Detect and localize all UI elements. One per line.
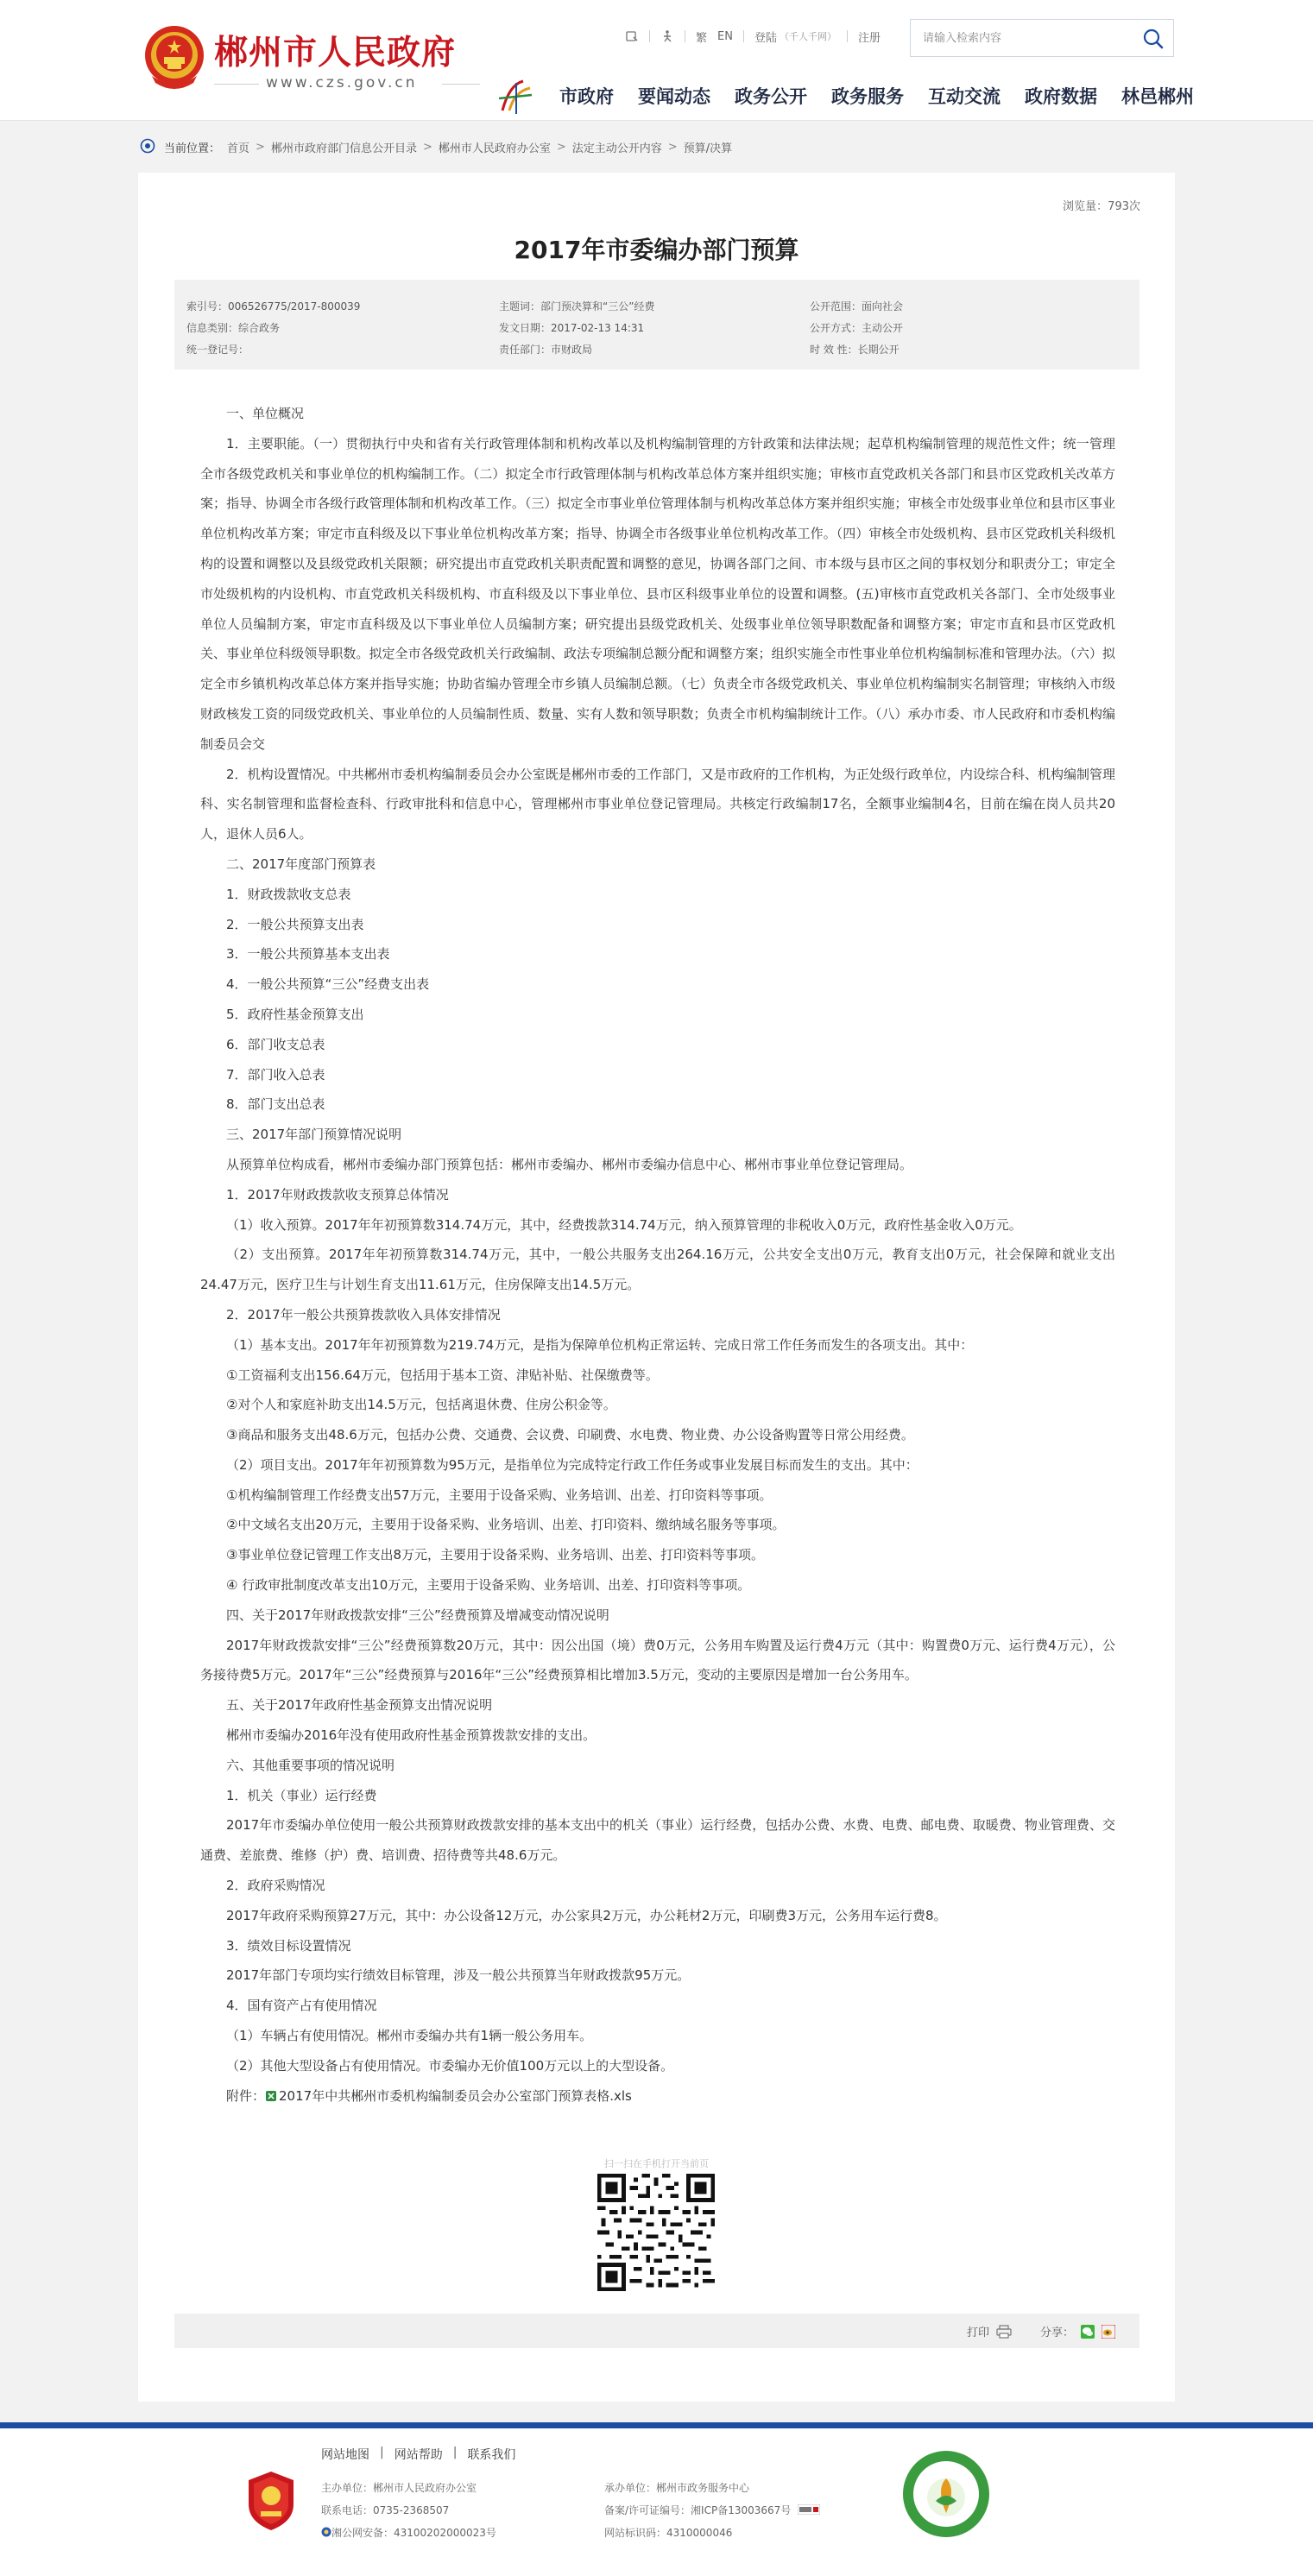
breadcrumb-separator: > [667,140,678,154]
breadcrumb-item-home[interactable]: 首页 [227,142,250,155]
utility-bar [625,27,891,46]
nav-decoration-icon [497,76,535,116]
weibo-share-icon[interactable] [1102,2325,1115,2339]
breadcrumb-separator: > [256,140,265,154]
share-group [1040,2323,1115,2339]
wechat-share-icon[interactable] [1081,2325,1095,2339]
login-note: （千人千网） [779,31,836,42]
site-footer [0,2428,1313,2576]
nav-item-city-government[interactable]: 市政府 [559,86,614,107]
location-pin-icon [140,138,155,155]
accessibility-button[interactable] [660,29,674,43]
english-link[interactable]: EN [717,29,733,43]
printer-icon [996,2325,1012,2339]
breadcrumb [140,135,732,159]
login-label: 登陆 [754,31,777,45]
breadcrumb-separator: > [422,140,432,154]
footer-undertaker: 承办单位：郴州市政务服务中心 [604,2482,750,2494]
footer-icp[interactable] [604,2499,820,2522]
qr-caption: 扫一扫在手机打开当前页 [604,2158,709,2169]
traditional-chinese-link[interactable]: 繁 [696,31,708,45]
list-item: 5．政府性基金预算支出 [226,1006,364,1022]
share-label: 分享： [1039,2327,1074,2339]
body-paragraph: （1）收入预算。2017年年初预算数314.74万元，其中，经费拨款314.74万元，纳入预算管理的非税收入0万元，政府性基金收入0万元。 [226,1216,1022,1233]
article-toolbar [174,2314,1139,2348]
nav-item-data[interactable]: 政府数据 [1025,86,1097,107]
meta-index-no: 索引号：006526775/2017-800039 [186,300,361,313]
body-paragraph: 2017年政府采购预算27万元，其中：办公设备12万元，办公家具2万元，办公耗材2万元，印刷费3万元，公务用车运行费8。 [226,1907,947,1923]
article-card [138,173,1175,2402]
body-paragraph: 2．机构设置情况。中共郴州市委机构编制委员会办公室既是郴州市委的工作部门，又是市政府的工作机构，为正处级行政单位，内设综合科、机构编制管理科、实名制管理和监督检查科、行政审批科和信息中心，管理郴州市事业单位登记管理局。共核定行政编制17名，全额事业编制4名，目前在编在岗人员共20人，退休人员6人。 [200,766,1115,843]
site-header [0,0,1313,121]
breadcrumb-item-statutory[interactable]: 法定主动公开内容 [571,142,662,155]
attachment-label: 附件： [226,2087,266,2104]
section-heading: 四、关于2017年财政拨款安排“三公”经费预算及增减变动情况说明 [226,1607,609,1623]
footer-link-sitemap[interactable]: 网站地图 [321,2448,369,2462]
meta-subject: 主题词：部门预决算和“三公”经费 [499,300,655,313]
body-paragraph: 郴州市委编办2016年没有使用政府性基金预算拨款安排的支出。 [226,1727,597,1744]
meta-method: 公开方式：主动公开 [810,322,904,334]
body-paragraph: ④ 行政审批制度改革支出10万元，主要用于设备采购、业务培训、出差、打印资料等事项。 [226,1577,751,1594]
list-item: 7．部门收入总表 [226,1066,325,1083]
utility-divider [743,30,744,42]
cnzz-badge-icon [798,2504,820,2515]
main-nav [559,83,1218,109]
national-emblem-icon [143,22,205,90]
breadcrumb-item-budget[interactable]: 预算/决算 [683,142,733,155]
breadcrumb-label: 当前位置： [164,142,221,155]
register-link[interactable]: 注册 [857,31,881,45]
meta-doc-no: 统一登记号： [186,344,249,356]
body-paragraph: （1）基本支出。2017年年初预算数为219.74万元，是指为保障单位机构正常运转、完成日常工作任务而发生的各项支出。其中： [226,1336,974,1353]
body-paragraph: 4．国有资产占有使用情况 [226,1998,377,2014]
body-paragraph: 2017年部门专项均实行绩效目标管理，涉及一般公共预算当年财政拨款95万元。 [226,1967,691,1984]
footer-police-text: 湘公网安备：43100202000023号 [331,2527,496,2539]
body-paragraph: 1．2017年财政拨款收支预算总体情况 [226,1186,449,1203]
body-paragraph: ③商品和服务支出48.6万元，包括办公费、交通费、会议费、印刷费、水电费、物业费、办公设备购置等日常公用经费。 [226,1427,914,1443]
article-meta [174,280,1139,369]
attachment-line [200,2081,1115,2112]
nav-item-services[interactable]: 政务服务 [831,86,904,107]
list-item: 3．一般公共预算基本支出表 [226,946,390,963]
reading-mode-icon [625,29,639,43]
login-link[interactable] [754,28,836,45]
qr-code-icon [597,2174,715,2291]
site-domain: www.czs.gov.cn [266,74,418,92]
body-paragraph: ③事业单位登记管理工作支出8万元，主要用于设备采购、业务培训、出差、打印资料等事项。 [226,1547,764,1563]
nav-item-interaction[interactable]: 互动交流 [928,86,1001,107]
footer-link-divider: | [452,2446,458,2459]
breadcrumb-separator: > [556,140,566,154]
meta-validity: 时 效 性：长期公开 [810,344,900,356]
meta-dept: 责任部门：市财政局 [499,344,593,356]
site-title: 郴州市人民政府 [214,33,457,73]
utility-divider [847,30,848,42]
footer-link-divider: | [380,2446,384,2459]
view-count: 浏览量：793次 [1063,200,1140,213]
meta-category: 信息类别：综合政务 [186,322,281,334]
footer-site-code: 网站标识码：4310000046 [604,2527,733,2539]
body-paragraph: 1．机关（事业）运行经费 [226,1787,377,1803]
meta-row [186,317,1139,338]
website-verification-badge-icon[interactable] [901,2449,991,2539]
accessibility-icon [660,29,674,43]
section-heading: 五、关于2017年政府性基金预算支出情况说明 [226,1697,493,1714]
nav-item-news[interactable]: 要闻动态 [638,86,710,107]
footer-icp-text: 备案/许可证编号：湘ICP备13003667号 [604,2504,792,2516]
body-paragraph: 2017年市委编办单位使用一般公共预算财政拨款安排的基本支出中的机关（事业）运行经费，包括办公费、水费、电费、邮电费、取暖费、物业管理费、交通费、差旅费、维修（护）费、培训费、招待费等共48.6万元。 [200,1817,1115,1864]
footer-accent-bar [0,2422,1313,2428]
footer-info-right [604,2477,820,2544]
section-heading: 三、2017年部门预算情况说明 [226,1127,402,1143]
footer-link-contact[interactable]: 联系我们 [467,2448,516,2462]
reading-mode-button[interactable] [625,29,639,43]
section-heading: 六、其他重要事项的情况说明 [226,1757,395,1773]
attachment-link[interactable]: 2017年中共郴州市委机构编制委员会办公室部门预算表格.xls [279,2087,632,2104]
search-box [910,19,1174,57]
body-paragraph: （2）其他大型设备占有使用情况。市委编办无价值100万元以上的大型设备。 [226,2057,674,2074]
list-item: 2．一般公共预算支出表 [226,916,364,932]
body-paragraph: ①工资福利支出156.64万元，包括用于基本工资、津贴补贴、社保缴费等。 [226,1367,659,1383]
article-body [200,399,1115,2111]
body-paragraph: 2．政府采购情况 [226,1878,325,1894]
nav-item-linyi-chenzhou[interactable]: 林邑郴州 [1121,86,1194,107]
footer-info-left [321,2477,496,2544]
police-badge-icon [321,2527,331,2537]
footer-links [321,2446,515,2463]
print-label: 打印 [966,2327,989,2339]
body-paragraph: （2）项目支出。2017年年初预算数为95万元，是指单位为完成特定行政工作任务或事业发展目标而发生的支出。其中： [226,1456,918,1473]
body-paragraph: ①机构编制管理工作经费支出57万元，主要用于设备采购、业务培训、出差、打印资料等事项。 [226,1487,773,1503]
excel-file-icon [265,2090,277,2102]
list-item: 8．部门支出总表 [226,1096,325,1113]
title-divider-left [214,84,259,85]
nav-item-public-affairs[interactable]: 政务公开 [735,86,807,107]
list-item: 4．一般公共预算“三公”经费支出表 [226,976,430,993]
meta-row [186,295,1139,317]
meta-date: 发文日期：2017-02-13 14:31 [499,322,645,334]
meta-row [186,338,1139,360]
body-paragraph: （2）支出预算。2017年年初预算数314.74万元，其中，一般公共服务支出264.16万元，公共安全支出0万元，教育支出0万元，社会保障和就业支出24.47万元，医疗卫生与计划生育支出11.61万元，住房保障支出14.5万元。 [200,1247,1115,1293]
search-icon[interactable] [1142,28,1165,50]
body-paragraph: ②中文域名支出20万元，主要用于设备采购、业务培训、出差、打印资料、缴纳域名服务等事项。 [226,1517,786,1533]
body-paragraph: 3．绩效目标设置情况 [226,1937,351,1954]
breadcrumb-item-directory[interactable]: 郴州市政府部门信息公开目录 [270,142,417,155]
search-input[interactable] [923,28,1130,47]
body-paragraph: 1．主要职能。（一）贯彻执行中央和省有关行政管理体制和机构改革以及机构编制管理的方针政策和法律法规；起草机构编制管理的规范性文件；统一管理全市各级党政机关和事业单位的机构编制工作。（二）拟定全市行政管理体制与机构改革总体方案并组织实施；审核市直党政机关各部门和县市区党政机关改革方案；指导、协调全市各级行政管理体制和机构改革工作。（三）拟定全市事业单位管理体制与机构改革总体方案并组织实施；审核全市处级事业单位和县市区事业单位机构改革方案；审定市直科级及以下事业单位机构改革方案；指导、协调全市各级事业单位机构改革工作。（四）审核全市处级机构、县市区党政机关科级机构的设置和调整以及县级党政机关限额；研究提出市直党政机关职责配置和调整的意见，协调各部门之间、市本级与县市区之间的事权划分和职责分工；审定全市处级机构的内设机构、市直党政机关科级机构、市直科级及以下事业单位、县市区科级事业单位的设置和调整。(五)审核市直党政机关各部门、全市处级事业单位人员编制方案，审定市直科级及以下事业单位人员编制方案；研究提出县级党政机关、处级事业单位领导职数配备和调整方案；审定市直和县市区党政机关、事业单位科级领导职数。拟定全市各级党政机关行政编制、政法专项编制总额分配和调整方案；组织实施全市性事业单位机构编制标准和管理办法。（六）拟定全市乡镇机构改革总体方案并指导实施；协助省编办管理全市乡镇人员编制总额。（七）负责全市各级党政机关、事业单位机构编制实名制管理；审核纳入市级财政核发工资的同级党政机关、事业单位的人员编制性质、数量、实有人数和领导职数；负责全市机构编制统计工作。（八）承办市委、市人民政府和市委机构编制委员会交 [200,435,1115,752]
section-heading: 一、单位概况 [226,406,305,421]
list-item: 1．财政拨款收支总表 [226,886,351,902]
body-paragraph: ②对个人和家庭补助支出14.5万元，包括离退休费、住房公积金等。 [226,1397,616,1413]
page-title: 2017年市委编办部门预算 [514,236,799,264]
body-paragraph: （1）车辆占有使用情况。郴州市委编办共有1辆一般公务用车。 [226,2028,593,2044]
footer-phone: 联系电话：0735-2368507 [321,2504,450,2516]
party-government-badge-icon[interactable] [245,2470,297,2532]
body-paragraph: 从预算单位构成看，郴州市委编办部门预算包括：郴州市委编办、郴州市委编办信息中心、郴州市事业单位登记管理局。 [226,1156,913,1172]
print-button[interactable] [967,2323,1012,2339]
footer-link-help[interactable]: 网站帮助 [394,2448,443,2462]
meta-scope: 公开范围：面向社会 [810,300,904,313]
body-paragraph: 2017年财政拨款安排“三公”经费预算数20万元，其中：因公出国（境）费0万元，公务用车购置及运行费4万元（其中：购置费0万元、运行费4万元），公务接待费5万元。2017年“三公”经费预算与2016年“三公”经费预算相比增加3.5万元，变动的主要原因是增加一台公务用车。 [200,1637,1115,1683]
utility-divider [649,30,650,42]
site-logo[interactable] [143,22,489,100]
section-heading: 二、2017年度部门预算表 [226,856,376,872]
title-divider-right [442,84,480,85]
list-item: 6．部门收支总表 [226,1036,325,1052]
footer-host: 主办单位：郴州市人民政府办公室 [321,2482,477,2494]
footer-police-record[interactable] [321,2522,496,2544]
breadcrumb-item-office[interactable]: 郴州市人民政府办公室 [438,142,551,155]
body-paragraph: 2．2017年一般公共预算拨款收入具体安排情况 [226,1306,501,1323]
